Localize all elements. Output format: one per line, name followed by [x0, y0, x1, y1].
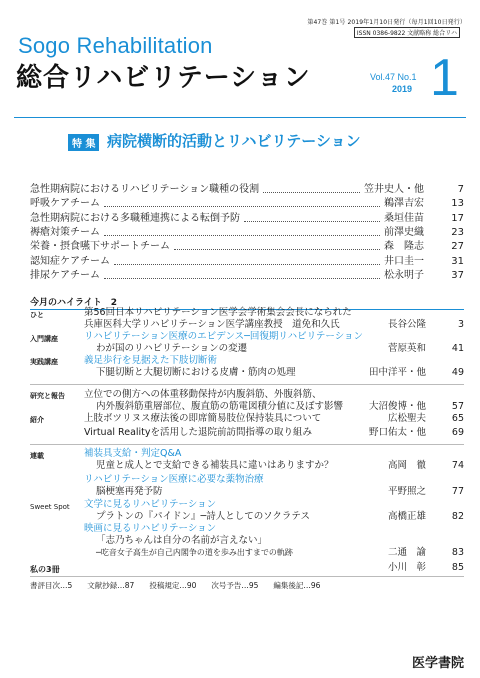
article-title: 栄養・摂食嚥下サポートチーム: [30, 241, 170, 253]
footer-index: 書評目次…5 文献抄録…87 投稿規定…90 次号予告…95 編集後記…96: [30, 581, 321, 590]
year: 2019: [392, 84, 413, 94]
entry-jissen: 義足歩行を見据えた下肢切断術 下腿切断と大腿切断における皮膚・筋肉の処理 田中洋平・他 49: [84, 355, 464, 378]
section-watashi: 私の3冊: [30, 565, 60, 574]
article-author: 前澤史織: [384, 226, 424, 238]
special-article-row: [30, 197, 464, 210]
leader-dots: [104, 269, 380, 279]
entry-hito: 第56回日本リハビリテーション医学会学術集会会長になられた 兵庫医科大学リハビリテーション医学講座教授 道免和久氏 長谷公隆 3: [84, 307, 464, 330]
article-title: 認知症ケアチーム: [30, 255, 110, 267]
section-nyumon: 入門講座: [30, 335, 58, 343]
special-article-row: [30, 240, 464, 253]
section-sweet-spot: Sweet Spot: [30, 503, 70, 511]
special-article-row: [30, 269, 464, 282]
article-page: 37: [451, 269, 464, 281]
article-title: 急性期病院におけるリハビリテーション職種の役割: [30, 184, 260, 195]
vol-no: Vol.47 No.1: [370, 72, 417, 82]
article-title: 褥瘡対策チーム: [30, 226, 100, 238]
section-kenkyu: 研究と報告: [30, 392, 65, 400]
highlight-label: 今月のハイライト 2: [30, 298, 118, 308]
section-rensai: 連載: [30, 452, 44, 460]
publisher-logo: 医学書院: [412, 656, 465, 671]
issn-box: ISSN 0386-9822 文献略称 総合リハ: [354, 27, 460, 38]
article-title: 急性期病院における多職種連携による転倒予防: [30, 212, 240, 224]
leader-dots: [104, 197, 380, 207]
article-page: 27: [451, 241, 464, 253]
special-badge: 特 集: [68, 134, 99, 151]
divider: [14, 117, 466, 118]
volume-info: 第47巻 第1号 2019年1月10日発行（毎月1回10日発行）: [307, 19, 466, 26]
journal-title-en: Sogo Rehabilitation: [18, 33, 213, 58]
article-author: 松永明子: [384, 269, 424, 281]
article-author: 桑垣佳苗: [384, 212, 424, 224]
divider: [30, 576, 464, 577]
special-article-row: [30, 255, 464, 268]
article-author: 井口圭一: [384, 255, 424, 267]
issue-number: 1: [430, 49, 459, 107]
section-shokai: 紹介: [30, 416, 44, 424]
leader-dots: [174, 240, 380, 250]
article-author: 笠井史人・他: [364, 184, 424, 195]
leader-dots: [263, 183, 360, 193]
entry-sweet-2: 映画に見るリハビリテーション 「志乃ちゃんは自分の名前が言えない」 ─吃音女子高生が自己内閣争の道を歩み出すまでの軌跡 二通 諭 83: [84, 523, 464, 558]
special-article-row: [30, 183, 464, 196]
entry-shokai: 上肢ボツリヌス療法後の即席簡易肢位保持装具について 広松聖夫 65 Virtual Realityを活用した退院前訪問指導の取り組み 野口佑太・他 69: [84, 413, 464, 438]
divider: [30, 444, 464, 445]
article-page: 7: [457, 184, 464, 195]
divider: [30, 384, 464, 385]
entry-sweet-1: 文学に見るリハビリテーション プラトンの『パイドン』─詩人としてのソクラテス 高橋正雄 82: [84, 499, 464, 522]
article-page: 13: [451, 198, 464, 210]
section-jissen: 実践講座: [30, 358, 58, 366]
special-title: 病院横断的活動とリハビリテーション: [107, 132, 361, 150]
leader-dots: [104, 226, 380, 236]
article-author: 鵜澤吉宏: [384, 198, 424, 210]
article-page: 31: [451, 255, 464, 267]
entry-rensai-1: 補装具支給・判定Q&A 児童と成人とで支給できる補装具に違いはありますか？ 高岡 徹 74: [84, 448, 464, 471]
leader-dots: [244, 212, 380, 222]
article-title: 排尿ケアチーム: [30, 269, 100, 281]
entry-rensai-2: リハビリテーション医療に必要な薬物治療 脳梗塞再発予防 平野照之 77: [84, 474, 464, 497]
article-page: 17: [451, 212, 464, 224]
journal-title-jp: 総合リハビリテーション: [16, 63, 311, 93]
section-hito: ひと: [30, 311, 44, 319]
article-title: 呼吸ケアチーム: [30, 198, 100, 210]
entry-kenkyu: 立位での側方への体重移動保持が内腹斜筋、外腹斜筋、 内外腹斜筋重層部位、腹直筋の筋電図積分値に及ぼす影響 大沼俊博・他 57: [84, 389, 464, 412]
article-author: 森 隆志: [384, 241, 424, 253]
article-page: 23: [451, 226, 464, 238]
special-article-row: [30, 212, 464, 225]
entry-nyumon: リハビリテーション医療のエビデンス─回復期リハビリテーション わが国のリハビリテーションの変遷 菅原英和 41: [84, 331, 464, 354]
leader-dots: [114, 255, 380, 265]
special-article-row: [30, 226, 464, 239]
